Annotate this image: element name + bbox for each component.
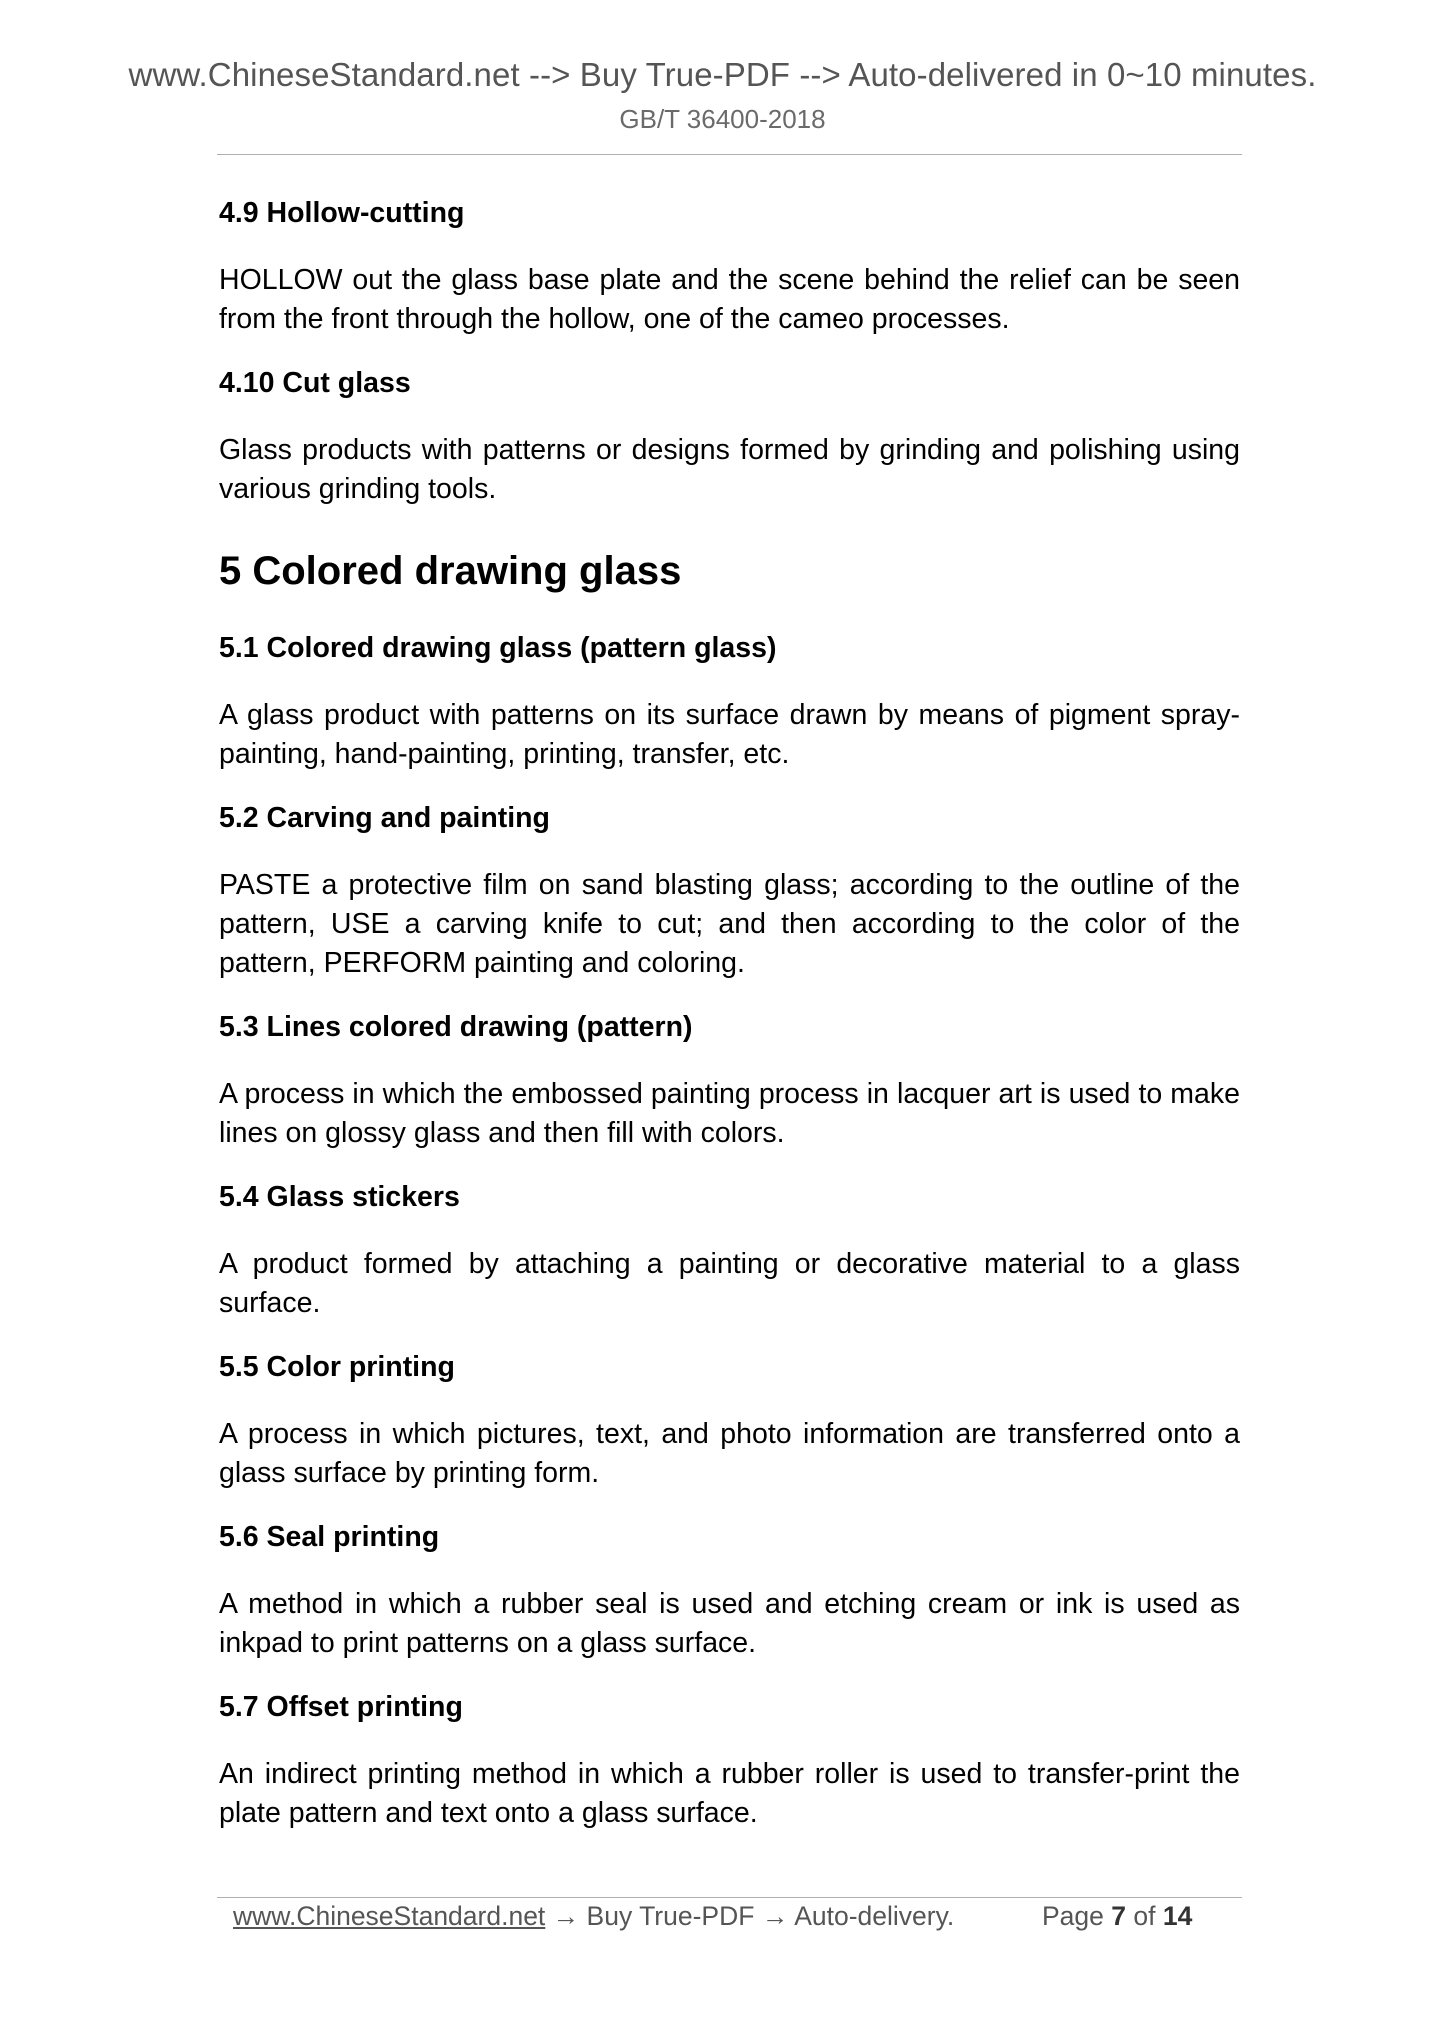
footer-promo bbox=[233, 1901, 954, 1932]
footer-delivery-text: Auto-delivery. bbox=[794, 1901, 955, 1931]
page-indicator bbox=[1042, 1901, 1192, 1932]
section-5-6-title: 5.6 Seal printing bbox=[219, 1521, 440, 1553]
section-5-6-text: A method in which a rubber seal is used and etching cream or ink is used as inkpad to print patterns on a glass surface. bbox=[219, 1588, 1240, 1659]
page-footer bbox=[0, 1901, 1445, 1939]
section-4-9-text: HOLLOW out the glass base plate and the scene behind the relief can be seen from the front through the hollow, one of the cameo processes. bbox=[219, 264, 1240, 335]
section-4-10-text: Glass products with patterns or designs formed by grinding and polishing using various grinding tools. bbox=[219, 434, 1240, 505]
of-label: of bbox=[1133, 1901, 1156, 1931]
section-5-5-text: A process in which pictures, text, and photo information are transferred onto a glass surface by printing form. bbox=[219, 1418, 1240, 1489]
header-divider bbox=[217, 154, 1242, 155]
footer-site-link[interactable]: www.ChineseStandard.net bbox=[233, 1901, 546, 1931]
section-5-1-title: 5.1 Colored drawing glass (pattern glass) bbox=[219, 632, 777, 664]
section-5-5-title: 5.5 Color printing bbox=[219, 1351, 455, 1383]
section-5-1-text: A glass product with patterns on its surface drawn by means of pigment spray-painting, hand-painting, printing, transfer, etc. bbox=[219, 699, 1240, 770]
arrow-right-icon: → bbox=[552, 1901, 580, 1931]
section-5-3-title: 5.3 Lines colored drawing (pattern) bbox=[219, 1011, 693, 1043]
standard-code: GB/T 36400-2018 bbox=[619, 104, 826, 134]
section-5-3-text: A process in which the embossed painting process in lacquer art is used to make lines on glossy glass and then fill with colors. bbox=[219, 1078, 1240, 1149]
section-4-9-title: 4.9 Hollow-cutting bbox=[219, 197, 465, 229]
page-number: 7 bbox=[1111, 1901, 1127, 1931]
footer-divider bbox=[217, 1897, 1242, 1898]
section-5-2-title: 5.2 Carving and painting bbox=[219, 802, 550, 834]
header-banner: www.ChineseStandard.net --> Buy True-PDF --> Auto-delivered in 0~10 minutes. bbox=[128, 56, 1317, 93]
total-pages: 14 bbox=[1162, 1901, 1193, 1931]
arrow-right-icon: → bbox=[761, 1901, 789, 1931]
section-5-7-text: An indirect printing method in which a rubber roller is used to transfer-print the plate pattern and text onto a glass surface. bbox=[219, 1758, 1240, 1829]
section-5-4-title: 5.4 Glass stickers bbox=[219, 1181, 460, 1213]
page-label: Page bbox=[1042, 1901, 1104, 1931]
section-4-10-title: 4.10 Cut glass bbox=[219, 367, 411, 399]
section-5-2-text: PASTE a protective film on sand blasting glass; according to the outline of the pattern, USE a carving knife to cut; and then according to the color of the pattern, PERFORM painting and coloring. bbox=[219, 869, 1240, 979]
section-5-4-text: A product formed by attaching a painting or decorative material to a glass surface. bbox=[219, 1248, 1240, 1319]
page-content bbox=[219, 196, 1240, 1833]
section-5-7-title: 5.7 Offset printing bbox=[219, 1691, 463, 1723]
section-5-title: 5 Colored drawing glass bbox=[219, 549, 682, 593]
footer-buy-text: Buy True-PDF bbox=[586, 1901, 755, 1931]
